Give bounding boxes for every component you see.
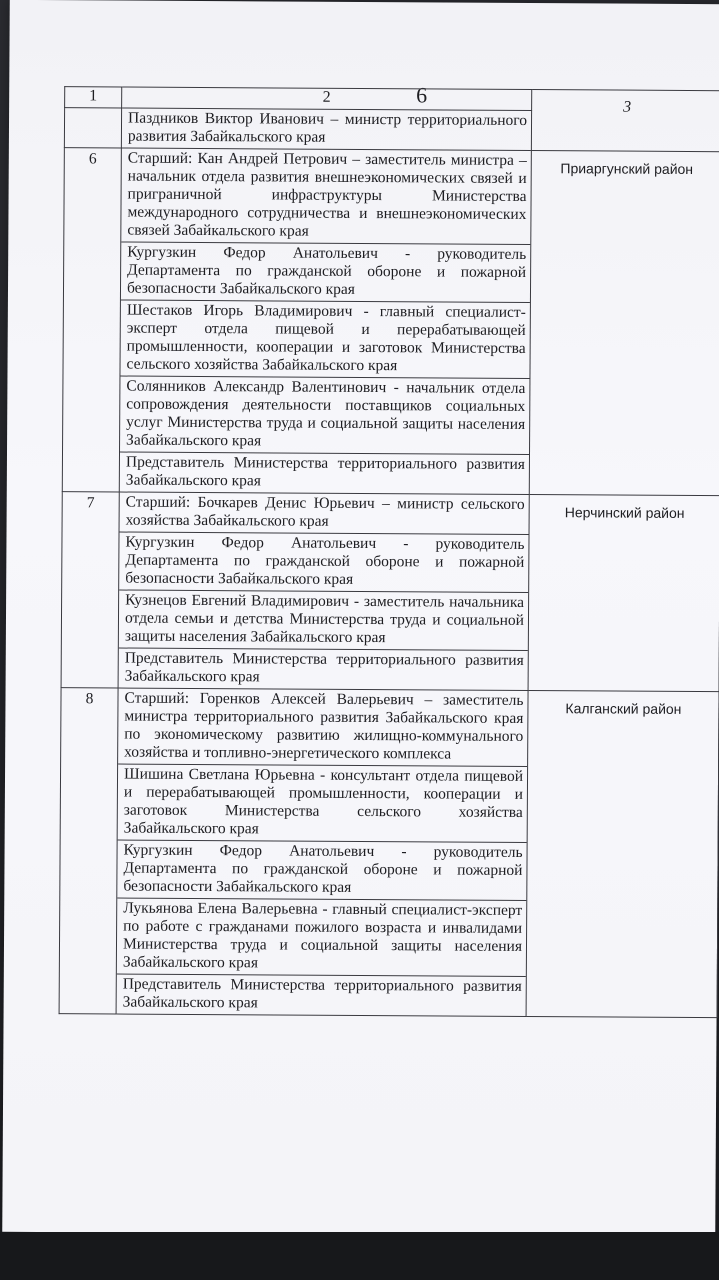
member-cell [121,108,531,151]
member-entry: Кургузкин Федор Анатольевич - руководитель Департамента по гражданской обороне и пожарной безопасности Забайкальского края [121,243,530,303]
members-cell [119,148,531,494]
member-entry: Представитель Министерства территориального развития Забайкальского края [125,453,525,490]
members-cell [116,688,528,1016]
members-cell [118,492,529,691]
group-leader-entry: Старший: Кан Андрей Петрович – заместитель министра – начальник отдела развития внешнеэкономических связей и приграничной инфраструктуры Министерства международного сотрудничества и внешнеэкономических связей Забайкальского края [121,149,531,245]
member-entry: Шишина Светлана Юрьевна - консультант отдела пищевой и перерабатывающей промышленности, кооперации и заготовок Министерства сельского хозяйства Забайкальского края [118,765,527,843]
group-leader-entry: Старший: Бочкарев Денис Юрьевич – министр сельского хозяйства Забайкальского края [120,493,529,535]
group-row [59,688,719,1018]
district-name: Нерчинский район [528,495,719,692]
group-number: 7 [61,492,119,688]
member-entry: Паздников Виктор Иванович – министр территориального развития Забайкальского края [127,109,528,146]
page-number: 6 [416,82,428,108]
member-entry: Солянников Александр Валентинович - начальник отдела сопровождения деятельности поставщиков социальных услуг Министерства труда и социальной защиты населения Забайкальского края [120,377,529,455]
group-number: 8 [59,688,118,1014]
member-entry: Кузнецов Евгений Владимирович - заместитель начальника отдела семьи и детства Министерства труда и социальной защиты населения Забайкальского края [119,591,528,651]
group-number: 6 [62,148,121,492]
column-number-1: 1 [65,87,122,108]
member-entry: Кургузкин Федор Анатольевич - руководитель Департамента по гражданской обороне и пожарной безопасности Забайкальского края [117,841,526,901]
group-row [62,148,719,496]
roster-table [59,86,719,1018]
group-row [61,492,719,692]
document-page [2,0,719,1236]
district-name: Приаргунский район [529,151,719,496]
member-entry: Лукьянова Елена Валерьевна - главный специалист-эксперт по работе с гражданами пожилого возраста и инвалидами Министерства труда и социальной защиты населения Забайкальского края [117,899,526,977]
member-entry: Шестаков Игорь Владимирович - главный специалист-эксперт отдела пищевой и перерабатывающей промышленности, кооперации и заготовок Министерства сельского хозяйства Забайкальского края [120,301,529,379]
member-entry: Представитель Министерства территориального развития Забайкальского края [122,975,522,1012]
row-number-cell [64,108,121,148]
column-number-3: 3 [531,90,719,152]
district-name: Калганский район [526,691,719,1018]
dark-surface [0,1232,719,1280]
member-entry: Представитель Министерства территориального развития Забайкальского края [124,649,524,686]
column-number-2: 2 [122,87,532,111]
group-leader-entry: Старший: Горенков Алексей Валерьевич – заместитель министра территориального развития Забайкальского края по экономическому развитию жилищно-коммунального хозяйства и топливно-энергетического комплекса [118,689,527,767]
member-entry: Кургузкин Федор Анатольевич - руководитель Департамента по гражданской обороне и пожарной безопасности Забайкальского края [119,533,528,593]
